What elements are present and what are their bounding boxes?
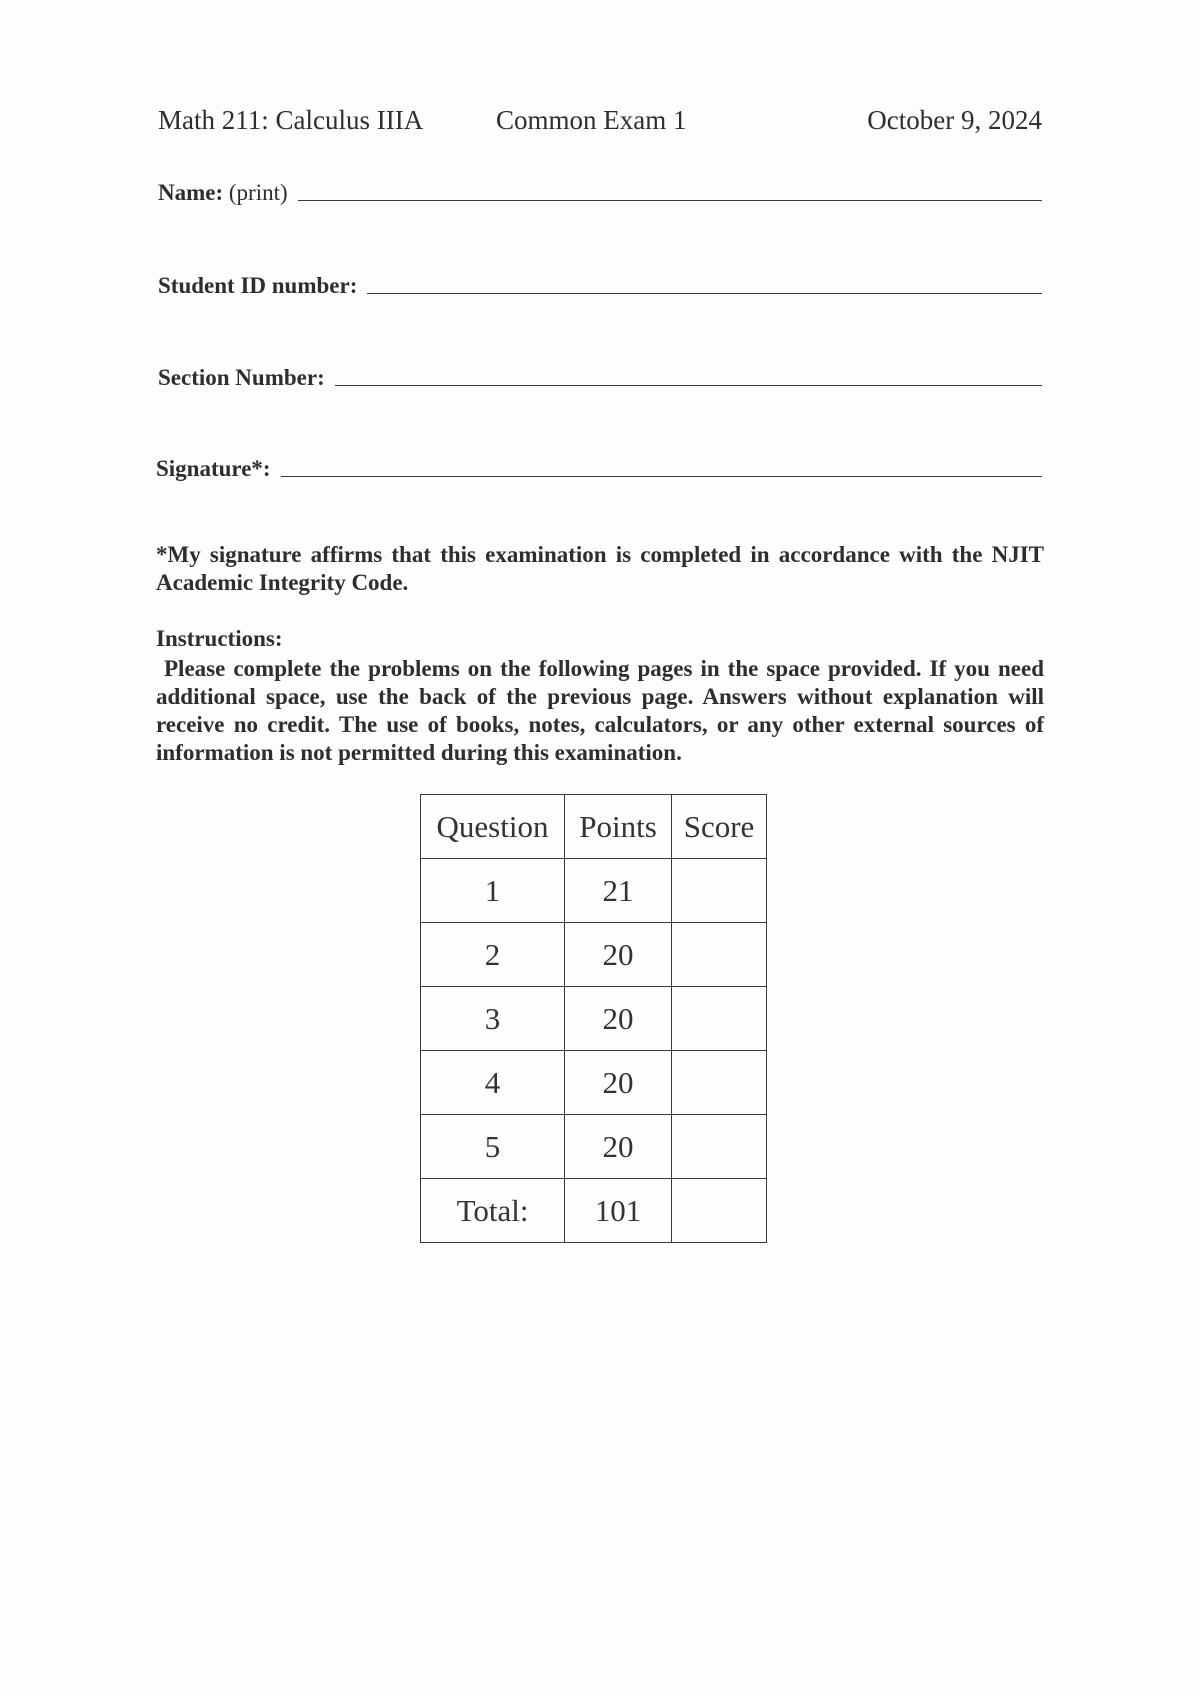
signature-field [156, 446, 1042, 482]
score-cell[interactable] [672, 923, 767, 987]
student-id-input-line[interactable] [367, 292, 1042, 294]
table-row [421, 987, 767, 1051]
section-number-field [158, 355, 1042, 391]
points-cell: 21 [565, 859, 672, 923]
name-label: Name: (print) [158, 180, 288, 205]
points-cell: 20 [565, 923, 672, 987]
question-cell: 4 [421, 1051, 565, 1115]
score-cell[interactable] [672, 1051, 767, 1115]
question-cell: 3 [421, 987, 565, 1051]
signature-input-line[interactable] [281, 475, 1042, 477]
integrity-affirmation: *My signature affirms that this examination is completed in accordance with the NJIT Academic Integrity Code. [156, 542, 1044, 595]
score-cell[interactable] [672, 987, 767, 1051]
exam-header [158, 105, 1042, 145]
student-id-field [158, 263, 1042, 299]
instructions-text: Please complete the problems on the following pages in the space provided. If you need additional space, use the back of the previous page. Answers without explanation will receive no credit. The use of books, notes, calculators, or any other external sources of information is not permitted during this examination. [156, 656, 1044, 765]
table-row [421, 923, 767, 987]
points-cell: 20 [565, 987, 672, 1051]
name-field [158, 170, 1042, 206]
table-row [421, 1051, 767, 1115]
section-number-label: Section Number: [158, 365, 325, 390]
student-id-label: Student ID number: [158, 273, 358, 298]
course-title: Math 211: Calculus IIIA [158, 105, 424, 135]
total-row [421, 1179, 767, 1243]
points-cell: 20 [565, 1051, 672, 1115]
header-score: Score [672, 795, 767, 859]
name-print-hint: (print) [228, 180, 288, 205]
table-row [421, 859, 767, 923]
header-question: Question [421, 795, 565, 859]
question-cell: 2 [421, 923, 565, 987]
score-table-header-row [421, 795, 767, 859]
total-score-cell[interactable] [672, 1179, 767, 1243]
score-cell[interactable] [672, 859, 767, 923]
exam-title: Common Exam 1 [496, 105, 687, 135]
question-cell: 1 [421, 859, 565, 923]
total-points-cell: 101 [565, 1179, 672, 1243]
instructions-heading: Instructions: [156, 626, 283, 651]
table-row [421, 1115, 767, 1179]
header-points: Points [565, 795, 672, 859]
section-number-input-line[interactable] [335, 384, 1042, 386]
name-input-line[interactable] [298, 199, 1042, 201]
score-table [420, 794, 767, 1243]
question-cell: 5 [421, 1115, 565, 1179]
exam-date: October 9, 2024 [867, 105, 1042, 135]
signature-label: Signature*: [156, 456, 271, 481]
score-cell[interactable] [672, 1115, 767, 1179]
total-label-cell: Total: [421, 1179, 565, 1243]
points-cell: 20 [565, 1115, 672, 1179]
